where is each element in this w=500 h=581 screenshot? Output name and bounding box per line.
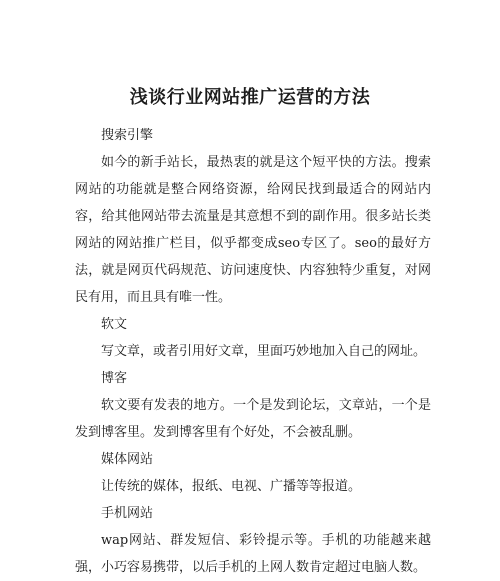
section-body-media-sites: 让传统的媒体，报纸、电视、广播等等报道。	[101, 479, 362, 494]
section-heading-mobile-sites: 手机网站	[101, 506, 154, 521]
section-heading-blog: 博客	[101, 371, 128, 386]
section-body-blog: 软文要有发表的地方。一个是发到论坛，文章站，一个是发到博客里。发到博客里有个好处，不会被乱删。	[75, 398, 431, 440]
section-heading-search-engine: 搜索引擎	[101, 128, 154, 143]
section-heading-media-sites: 媒体网站	[101, 452, 154, 467]
document-title: 浅谈行业网站推广运营的方法	[129, 87, 371, 108]
document-body	[75, 122, 431, 581]
section-body-soft-article: 写文章，或者引用好文章，里面巧妙地加入自己的网址。	[101, 344, 427, 359]
section-body-mobile-sites: wap网站、群发短信、彩铃提示等。手机的功能越来越强，小巧容易携带，以后手机的上网人数肯定超过电脑人数。	[75, 533, 431, 575]
section-body-search-engine: 如今的新手站长，最热衷的就是这个短平快的方法。搜索网站的功能就是整合网络资源，给网民找到最适合的网站内容，给其他网站带去流量是其意想不到的副作用。很多站长类网站的网站推广栏目，似乎都变成seo专区了。seo的最好方法，就是网页代码规范、访问速度快、内容独特少重复，对网民有用，而且具有唯一性。	[75, 155, 431, 305]
section-heading-soft-article: 软文	[101, 317, 128, 332]
